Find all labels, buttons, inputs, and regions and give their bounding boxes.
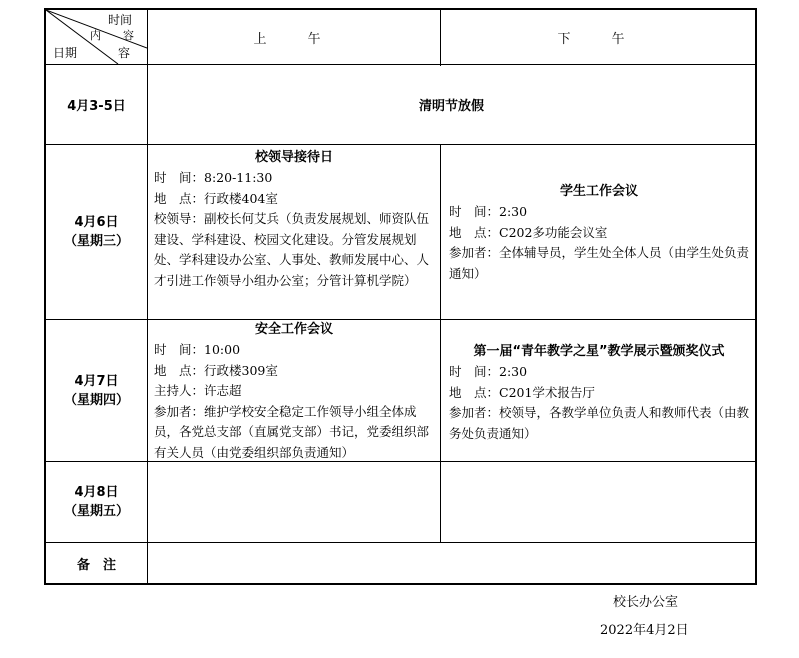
event-title: 校领导接待日 [254,150,333,165]
event-title: 第一届“青年教学之星”教学展示暨颁奖仪式 [473,344,725,359]
row-date-apr7 [46,320,147,461]
row-divider-apr8 [46,542,755,543]
header-label-date: 日期 [53,46,78,60]
event-apr6-pm [441,182,755,319]
event-location: 地 点：C201学术报告厅 [449,384,595,400]
weekday-label: （星期四） [63,392,129,408]
remarks-label: 备 注 [76,557,116,573]
event-apr7-am [148,320,440,461]
weekday-label: （星期三） [63,234,129,249]
row-divider-holiday [46,144,755,145]
event-time: 时 间：2:30 [449,204,528,219]
header-label-content-tail: 容 [118,46,131,60]
event-location: 地 点：行政楼309室 [154,362,278,378]
event-attendees: 参加者：校领导，各教学单位负责人和教师代表（由教务处负责通知） [449,405,750,441]
schedule-table [44,8,757,585]
holiday-notice: 清明节放假 [418,99,484,114]
issue-date: 2022年4月2日 [600,623,689,638]
event-location: 地 点：行政楼404室 [154,190,278,206]
event-time: 时 间：10:00 [154,342,241,357]
event-location: 地 点：C202多功能会议室 [449,224,608,240]
event-attendees: 参加者：全体辅导员，学生处全体人员（由学生处负责通知） [449,245,750,281]
event-apr7-pm [441,342,755,461]
row-date-apr3-5: 4月3-5日 [67,99,126,114]
weekday-label: （星期五） [63,504,129,519]
date-label: 4月7日 [74,373,119,389]
date-label: 4月8日 [74,485,119,500]
row-date-apr6 [46,145,147,319]
event-time: 时 间：2:30 [449,364,528,379]
header-pm: 下 午 [557,31,639,47]
header-label-time: 时间 [108,13,133,27]
event-time: 时 间：8:20-11:30 [154,170,273,185]
event-title: 安全工作会议 [254,322,333,337]
header-am: 上 午 [253,31,335,47]
header-label-content: 内 容 [90,29,134,42]
event-title: 学生工作会议 [559,184,638,199]
date-label: 4月6日 [74,215,119,230]
event-leader: 校领导：副校长何艾兵（负责发展规划、师资队伍建设、学科建设、校园文化建设。分管发展规划处、学科建设办公室、人事处、教师发展中心、人才引进工作领导小组办公室；分管计算机学院） [154,211,430,288]
issuing-office: 校长办公室 [613,595,679,610]
event-attendees: 参加者：维护学校安全稳定工作领导小组全体成员，各党总支部（直属党支部）书记，党委组织部有关人员（由党委组织部负责通知） [154,403,430,460]
event-host: 主持人：许志超 [154,383,242,398]
row-date-apr8 [46,462,147,542]
event-apr6-am [148,148,440,319]
